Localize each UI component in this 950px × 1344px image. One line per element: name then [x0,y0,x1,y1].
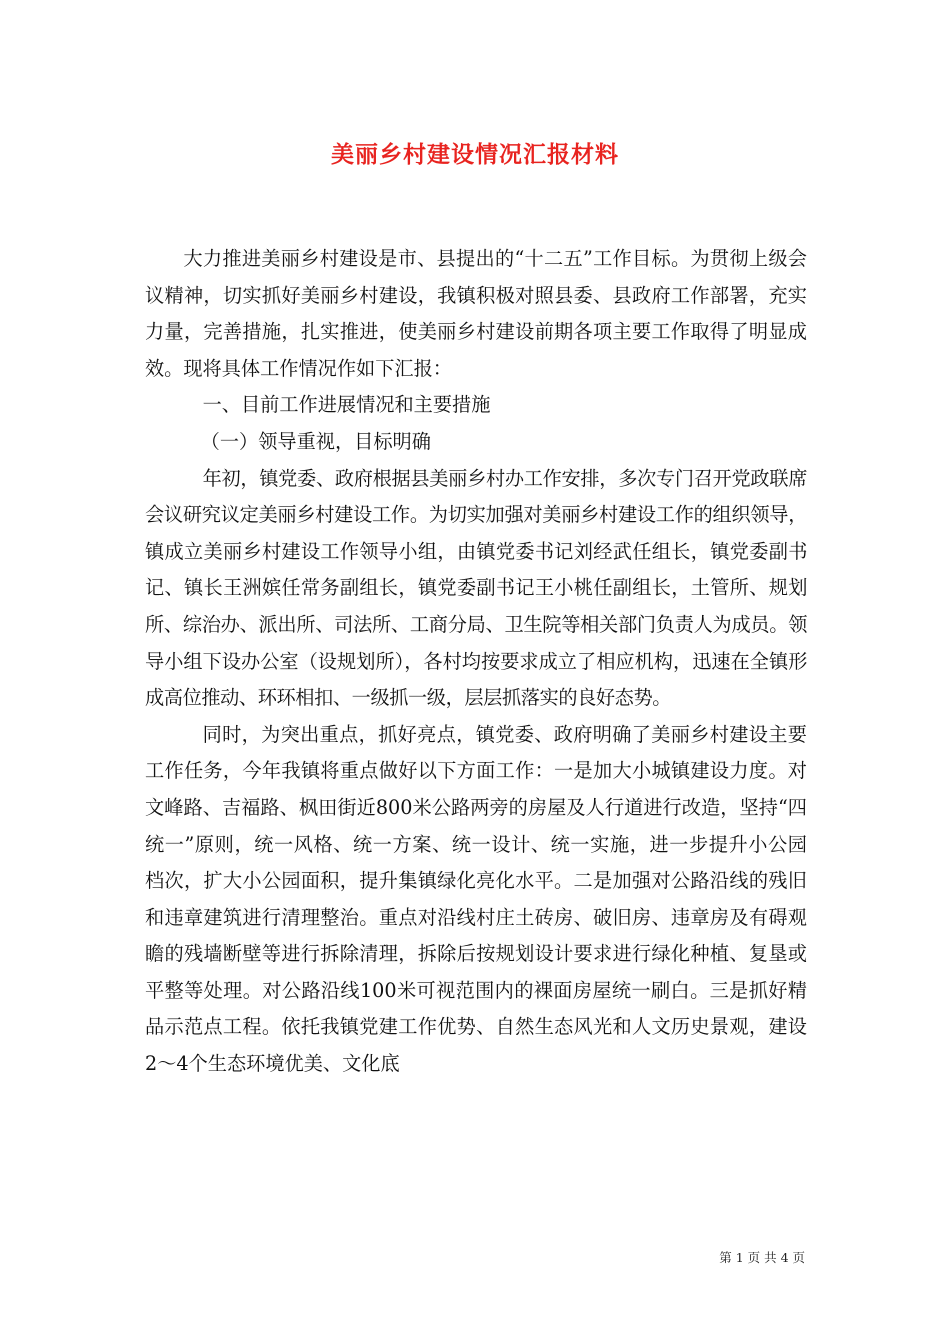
page-number: 第 1 页 共 4 页 [719,1250,805,1265]
document-body [145,241,807,1083]
subsection-heading: （一）领导重视，目标明确 [200,429,431,453]
intro-paragraph: 大力推进美丽乡村建设是市、县提出的“十二五”工作目标。为贯彻上级会议精神，切实抓好美丽乡村建设，我镇积极对照县委、县政府工作部署，充实力量，完善措施，扎实推进，使美丽乡村建设前期各项主要工作取得了明显成效。现将具体工作情况作如下汇报： [145,247,807,380]
document-title: 美丽乡村建设情况汇报材料 [331,141,619,168]
body-paragraph: 年初，镇党委、政府根据县美丽乡村办工作安排，多次专门召开党政联席会议研究议定美丽乡村建设工作。为切实加强对美丽乡村建设工作的组织领导，镇成立美丽乡村建设工作领导小组，由镇党委书记刘经武任组长，镇党委副书记、镇长王洲嫔任常务副组长，镇党委副书记王小桃任副组长，土管所、规划所、综治办、派出所、司法所、工商分局、卫生院等相关部门负责人为成员。领导小组下设办公室（设规划所），各村均按要求成立了相应机构，迅速在全镇形成高位推动、环环相扣、一级抓一级，层层抓落实的良好态势。 [145,466,807,710]
section-heading: 一、目前工作进展情况和主要措施 [202,393,491,417]
body-paragraph: 同时，为突出重点，抓好亮点，镇党委、政府明确了美丽乡村建设主要工作任务，今年我镇将重点做好以下方面工作：一是加大小城镇建设力度。对文峰路、吉福路、枫田街近800米公路两旁的房屋及人行道进行改造，坚持“四统一”原则，统一风格、统一方案、统一设计、统一实施，进一步提升小公园档次，扩大小公园面积，提升集镇绿化亮化水平。二是加强对公路沿线的残旧和违章建筑进行清理整治。重点对沿线村庄土砖房、破旧房、违章房及有碍观瞻的残墙断壁等进行拆除清理，拆除后按规划设计要求进行绿化种植、复垦或平整等处理。对公路沿线100米可视范围内的裸面房屋统一刷白。三是抓好精品示范点工程。依托我镇党建工作优势、自然生态风光和人文历史景观，建设2～4个生态环境优美、文化底 [145,722,807,1076]
